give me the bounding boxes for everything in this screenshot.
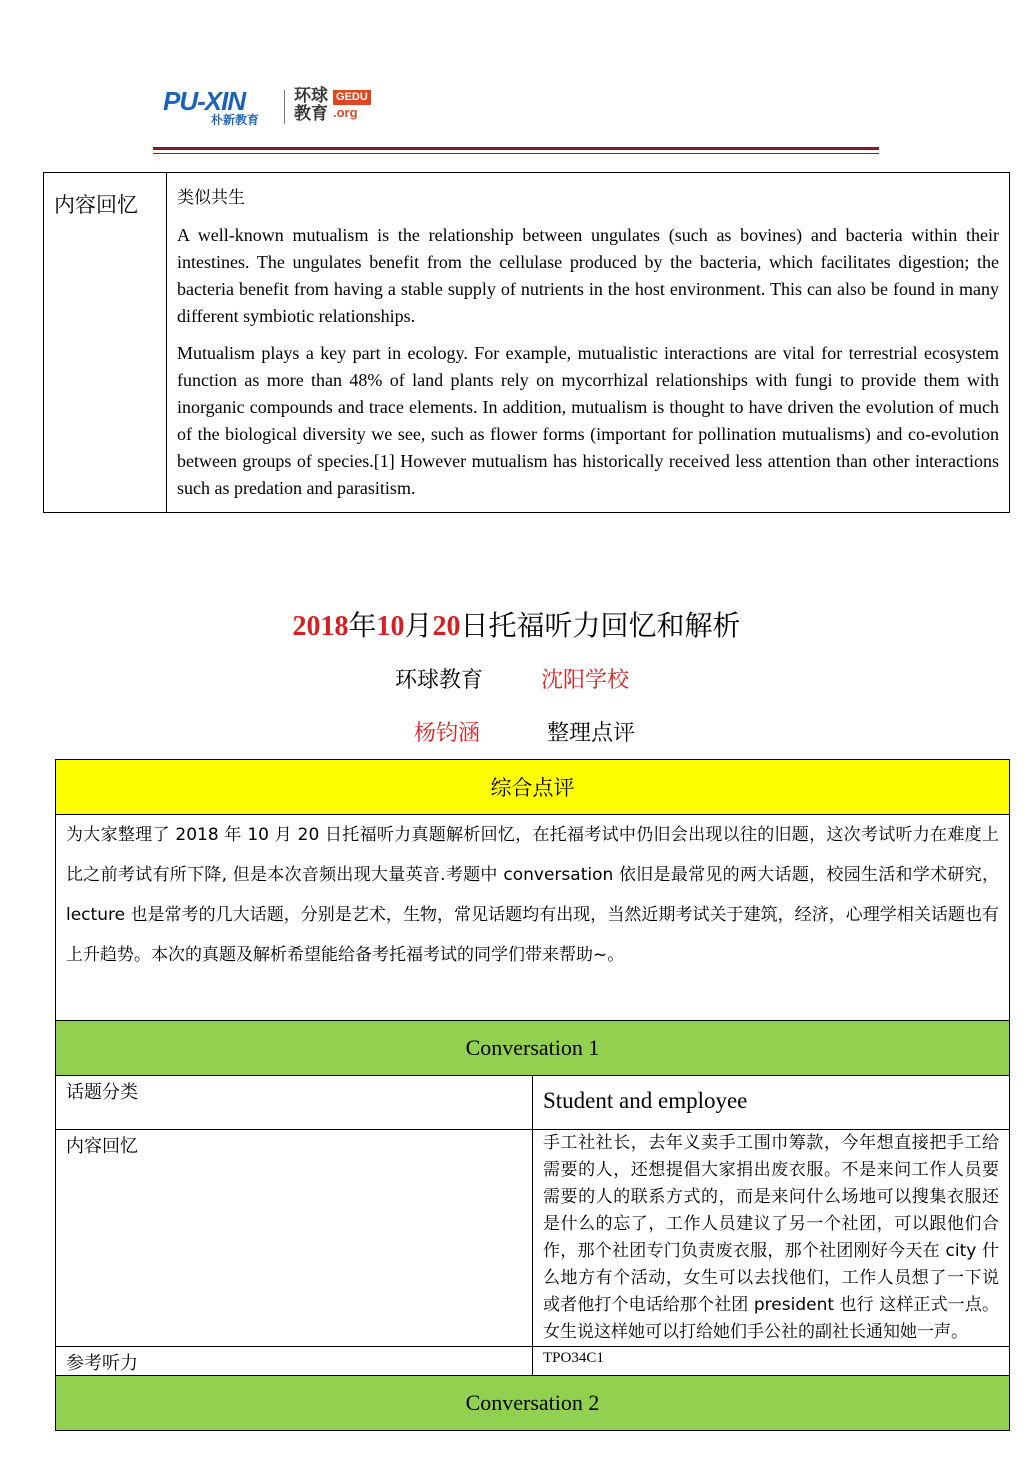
summary-header: 综合点评: [56, 760, 1010, 815]
ref-label: 参考听力: [56, 1347, 533, 1376]
author-name: 杨钧涵: [414, 721, 481, 746]
org-name: 环球教育: [395, 668, 484, 693]
paragraph: A well-known mutualism is the relationship between ungulates (such as bovines) and bacteria within their intestines. The ungulates benefit from the cellulase produced by the bacteria, which facilitates digestion; the bacteria benefit from having a stable supply of nutrients in the host environment. This can also be found in many different symbiotic relationships.: [177, 225, 999, 326]
topic-label: 话题分类: [56, 1076, 533, 1130]
logo-puxin-cn: 朴新教育: [211, 113, 260, 127]
org-line: [395, 663, 630, 694]
logo-puxin: PU-XIN: [163, 86, 246, 116]
school-name: 沈阳学校: [541, 668, 630, 693]
header-rule-thin: [153, 153, 879, 154]
logo-gedu: GEDU: [333, 90, 371, 105]
prev-content-table: [43, 172, 1010, 513]
prev-content-body: [167, 173, 1010, 513]
author-line: [414, 716, 636, 747]
prev-content-subtitle: 类似共生: [177, 188, 245, 208]
content-label: 内容回忆: [56, 1130, 533, 1347]
logo-org: .org: [333, 105, 358, 120]
author-role: 整理点评: [547, 721, 636, 746]
paragraph: Mutualism plays a key part in ecology. For example, mutualistic interactions are vital for terrestrial ecosystem function as more than 48% of land plants rely on mycorrhizal relationships with fungi to provide them with inorganic compounds and trace elements. In addition, mutualism is thought to have driven the evolution of much of the biological diversity we see, such as flower forms (important for pollination mutualisms) and co-evolution between groups of species.[1] However mutualism has historically received less attention than other interactions such as predation and parasitism.: [177, 343, 999, 498]
logo-huanqiu: 环球 教育: [294, 86, 328, 124]
content-value: 手工社社长，去年义卖手工围巾筹款，今年想直接把手工给需要的人，还想提倡大家捐出废衣服。不是来问工作人员要需要的人的联系方式的，而是来问什么场地可以搜集衣服还是什么的忘了，工作人员建议了另一个社团，可以跟他们合作，那个社团专门负责废衣服，那个社团刚好今天在 city 什么地方有个活动，女生可以去找他们，工作人员想了一下说或者他打个电话给那个社团 president 也行 这样正式一点。女生说这样她可以打给她们手公社的副社长通知她一声。: [533, 1130, 1010, 1347]
conversation1-header: Conversation 1: [56, 1021, 1010, 1076]
prev-content-label: 内容回忆: [44, 173, 167, 513]
header-rule: [153, 147, 879, 150]
ref-value: TPO34C1: [533, 1347, 1010, 1376]
page-title: 2018年10月20日托福听力回忆和解析: [292, 609, 741, 642]
listening-table: [55, 759, 1010, 1431]
summary-text: 为大家整理了 2018 年 10 月 20 日托福听力真题解析回忆，在托福考试中仍旧会出现以往的旧题，这次考试听力在难度上比之前考试有所下降, 但是本次音频出现大量英音.考题中 conversation 依旧是最常见的两大话题，校园生活和学术研究，lecture 也是常考的几大话题，分别是艺术，生物，常见话题均有出现，当然近期考试关于建筑，经济，心理学相关话题也有上升趋势。本次的真题及解析希望能给备考托福考试的同学们带来帮助~。: [56, 815, 1010, 1021]
conversation2-header: Conversation 2: [56, 1376, 1010, 1431]
logo-separator: [284, 90, 285, 124]
topic-value: Student and employee: [533, 1076, 1010, 1130]
